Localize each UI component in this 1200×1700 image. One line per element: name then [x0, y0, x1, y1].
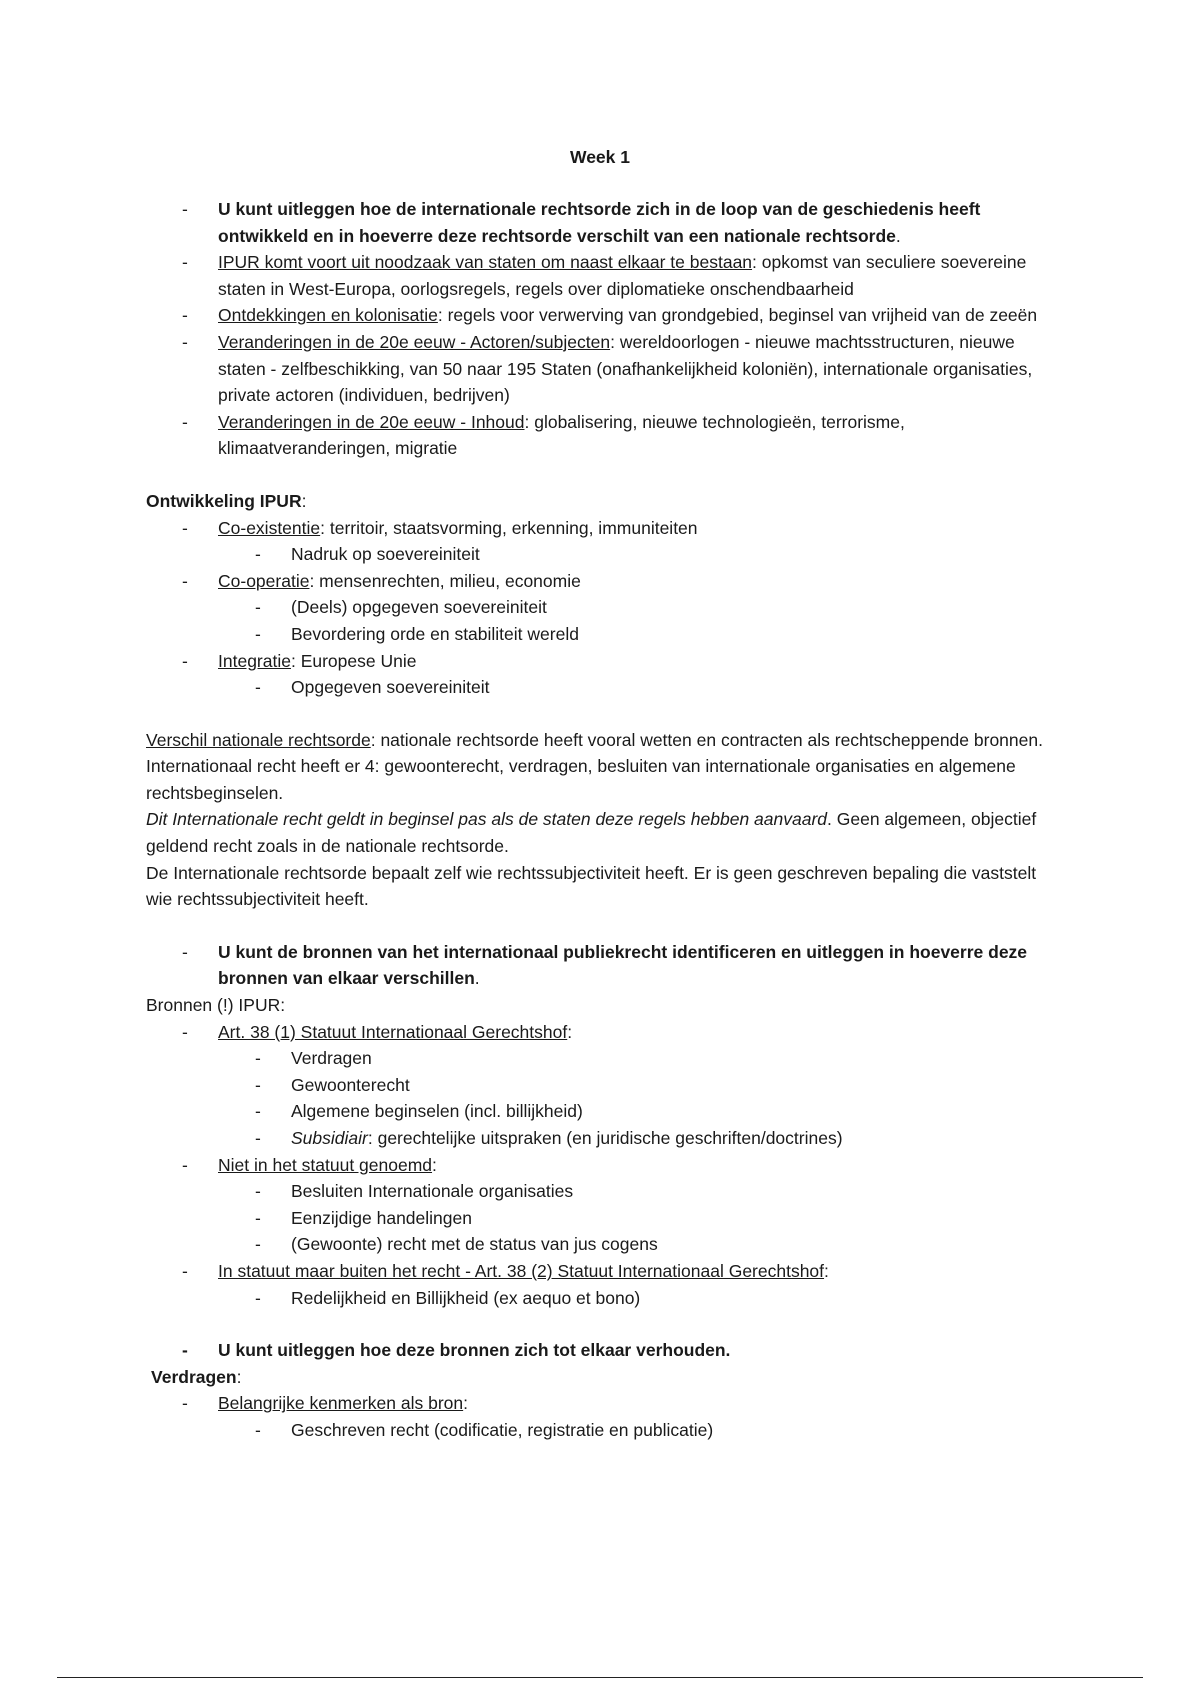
learning-objective-3: - U kunt uitleggen hoe deze bronnen zich tot elkaar verhouden.: [146, 1337, 1066, 1364]
list-item: - Co-operatie: mensenrechten, milieu, economie: [146, 568, 1066, 595]
paragraph-aanvaard: Dit Internationale recht geldt in beginsel pas als de staten deze regels hebben aanvaard. Geen algemeen, objectief geldend recht zoals in de nationale rechtsorde.: [146, 809, 1037, 857]
list-item: - Integratie: Europese Unie: [146, 648, 1066, 675]
list-item: - Belangrijke kenmerken als bron:: [146, 1390, 1066, 1417]
list-item: - Ontdekkingen en kolonisatie: regels voor verwerving van grondgebied, beginsel van vrijheid van de zeeën: [146, 302, 1066, 329]
section-heading-ontwikkeling: Ontwikkeling IPUR:: [146, 490, 307, 511]
list-item: - Veranderingen in de 20e eeuw - Inhoud: globalisering, nieuwe technologieën, terrorisme, klimaatveranderingen, migratie: [146, 409, 1066, 462]
sub-list-item: - (Deels) opgegeven soevereiniteit: [146, 594, 1066, 621]
sub-list-item: - Bevordering orde en stabiliteit wereld: [146, 621, 1066, 648]
learning-objective-1: - U kunt uitleggen hoe de internationale rechtsorde zich in de loop van de geschiedenis heeft ontwikkeld en in hoeverre deze rechtsorde verschilt van een nationale rechtsorde.: [146, 196, 1066, 249]
document-body: [146, 196, 1066, 1444]
sub-list-item: - Nadruk op soevereiniteit: [146, 541, 1066, 568]
list-item: - IPUR komt voort uit noodzaak van staten om naast elkaar te bestaan: opkomst van seculiere soevereine staten in West-Europa, oorlogsregels, regels over diplomatieke onschendbaarheid: [146, 249, 1066, 302]
bronnen-label: Bronnen (!) IPUR:: [146, 995, 286, 1016]
sub-list-item: - Besluiten Internationale organisaties: [146, 1178, 1066, 1205]
sub-list-item: - Verdragen: [146, 1045, 1066, 1072]
sub-list-item: - Opgegeven soevereiniteit: [146, 674, 1066, 701]
paragraph-rechtssubjectiviteit: De Internationale rechtsorde bepaalt zelf wie rechtssubjectiviteit heeft. Er is geen geschreven bepaling die vaststelt wie rechtssubjectiviteit heeft.: [146, 862, 1037, 910]
section-heading-verdragen: Verdragen:: [151, 1366, 242, 1387]
sub-list-item: - (Gewoonte) recht met de status van jus cogens: [146, 1231, 1066, 1258]
sub-list-item: - Subsidiair: gerechtelijke uitspraken (en juridische geschriften/doctrines): [146, 1125, 1066, 1152]
sub-list-item: - Algemene beginselen (incl. billijkheid): [146, 1098, 1066, 1125]
paragraph-verschil: Verschil nationale rechtsorde: nationale rechtsorde heeft vooral wetten en contracten als rechtscheppende bronnen. Internationaal recht heeft er 4: gewoonterecht, verdragen, besluiten van internationale organisaties en algemene rechtsbeginselen.: [146, 729, 1043, 803]
list-item: - Co-existentie: territoir, staatsvorming, erkenning, immuniteiten: [146, 515, 1066, 542]
list-item: - Niet in het statuut genoemd:: [146, 1152, 1066, 1179]
sub-list-item: - Eenzijdige handelingen: [146, 1205, 1066, 1232]
page-title: Week 1: [570, 147, 630, 167]
list-item: - Art. 38 (1) Statuut Internationaal Gerechtshof:: [146, 1019, 1066, 1046]
footer-divider: [57, 1677, 1143, 1678]
sub-list-item: - Geschreven recht (codificatie, registratie en publicatie): [146, 1417, 1066, 1444]
sub-list-item: - Gewoonterecht: [146, 1072, 1066, 1099]
learning-objective-2: - U kunt de bronnen van het internationaal publiekrecht identificeren en uitleggen in hoeverre deze bronnen van elkaar verschillen.: [146, 939, 1066, 992]
list-item: - Veranderingen in de 20e eeuw - Actoren/subjecten: wereldoorlogen - nieuwe machtsstructuren, nieuwe staten - zelfbeschikking, van 50 naar 195 Staten (onafhankelijkheid koloniën), internationale organisaties, private actoren (individuen, bedrijven): [146, 329, 1066, 409]
sub-list-item: - Redelijkheid en Billijkheid (ex aequo et bono): [146, 1285, 1066, 1312]
list-item: - In statuut maar buiten het recht - Art. 38 (2) Statuut Internationaal Gerechtshof:: [146, 1258, 1066, 1285]
